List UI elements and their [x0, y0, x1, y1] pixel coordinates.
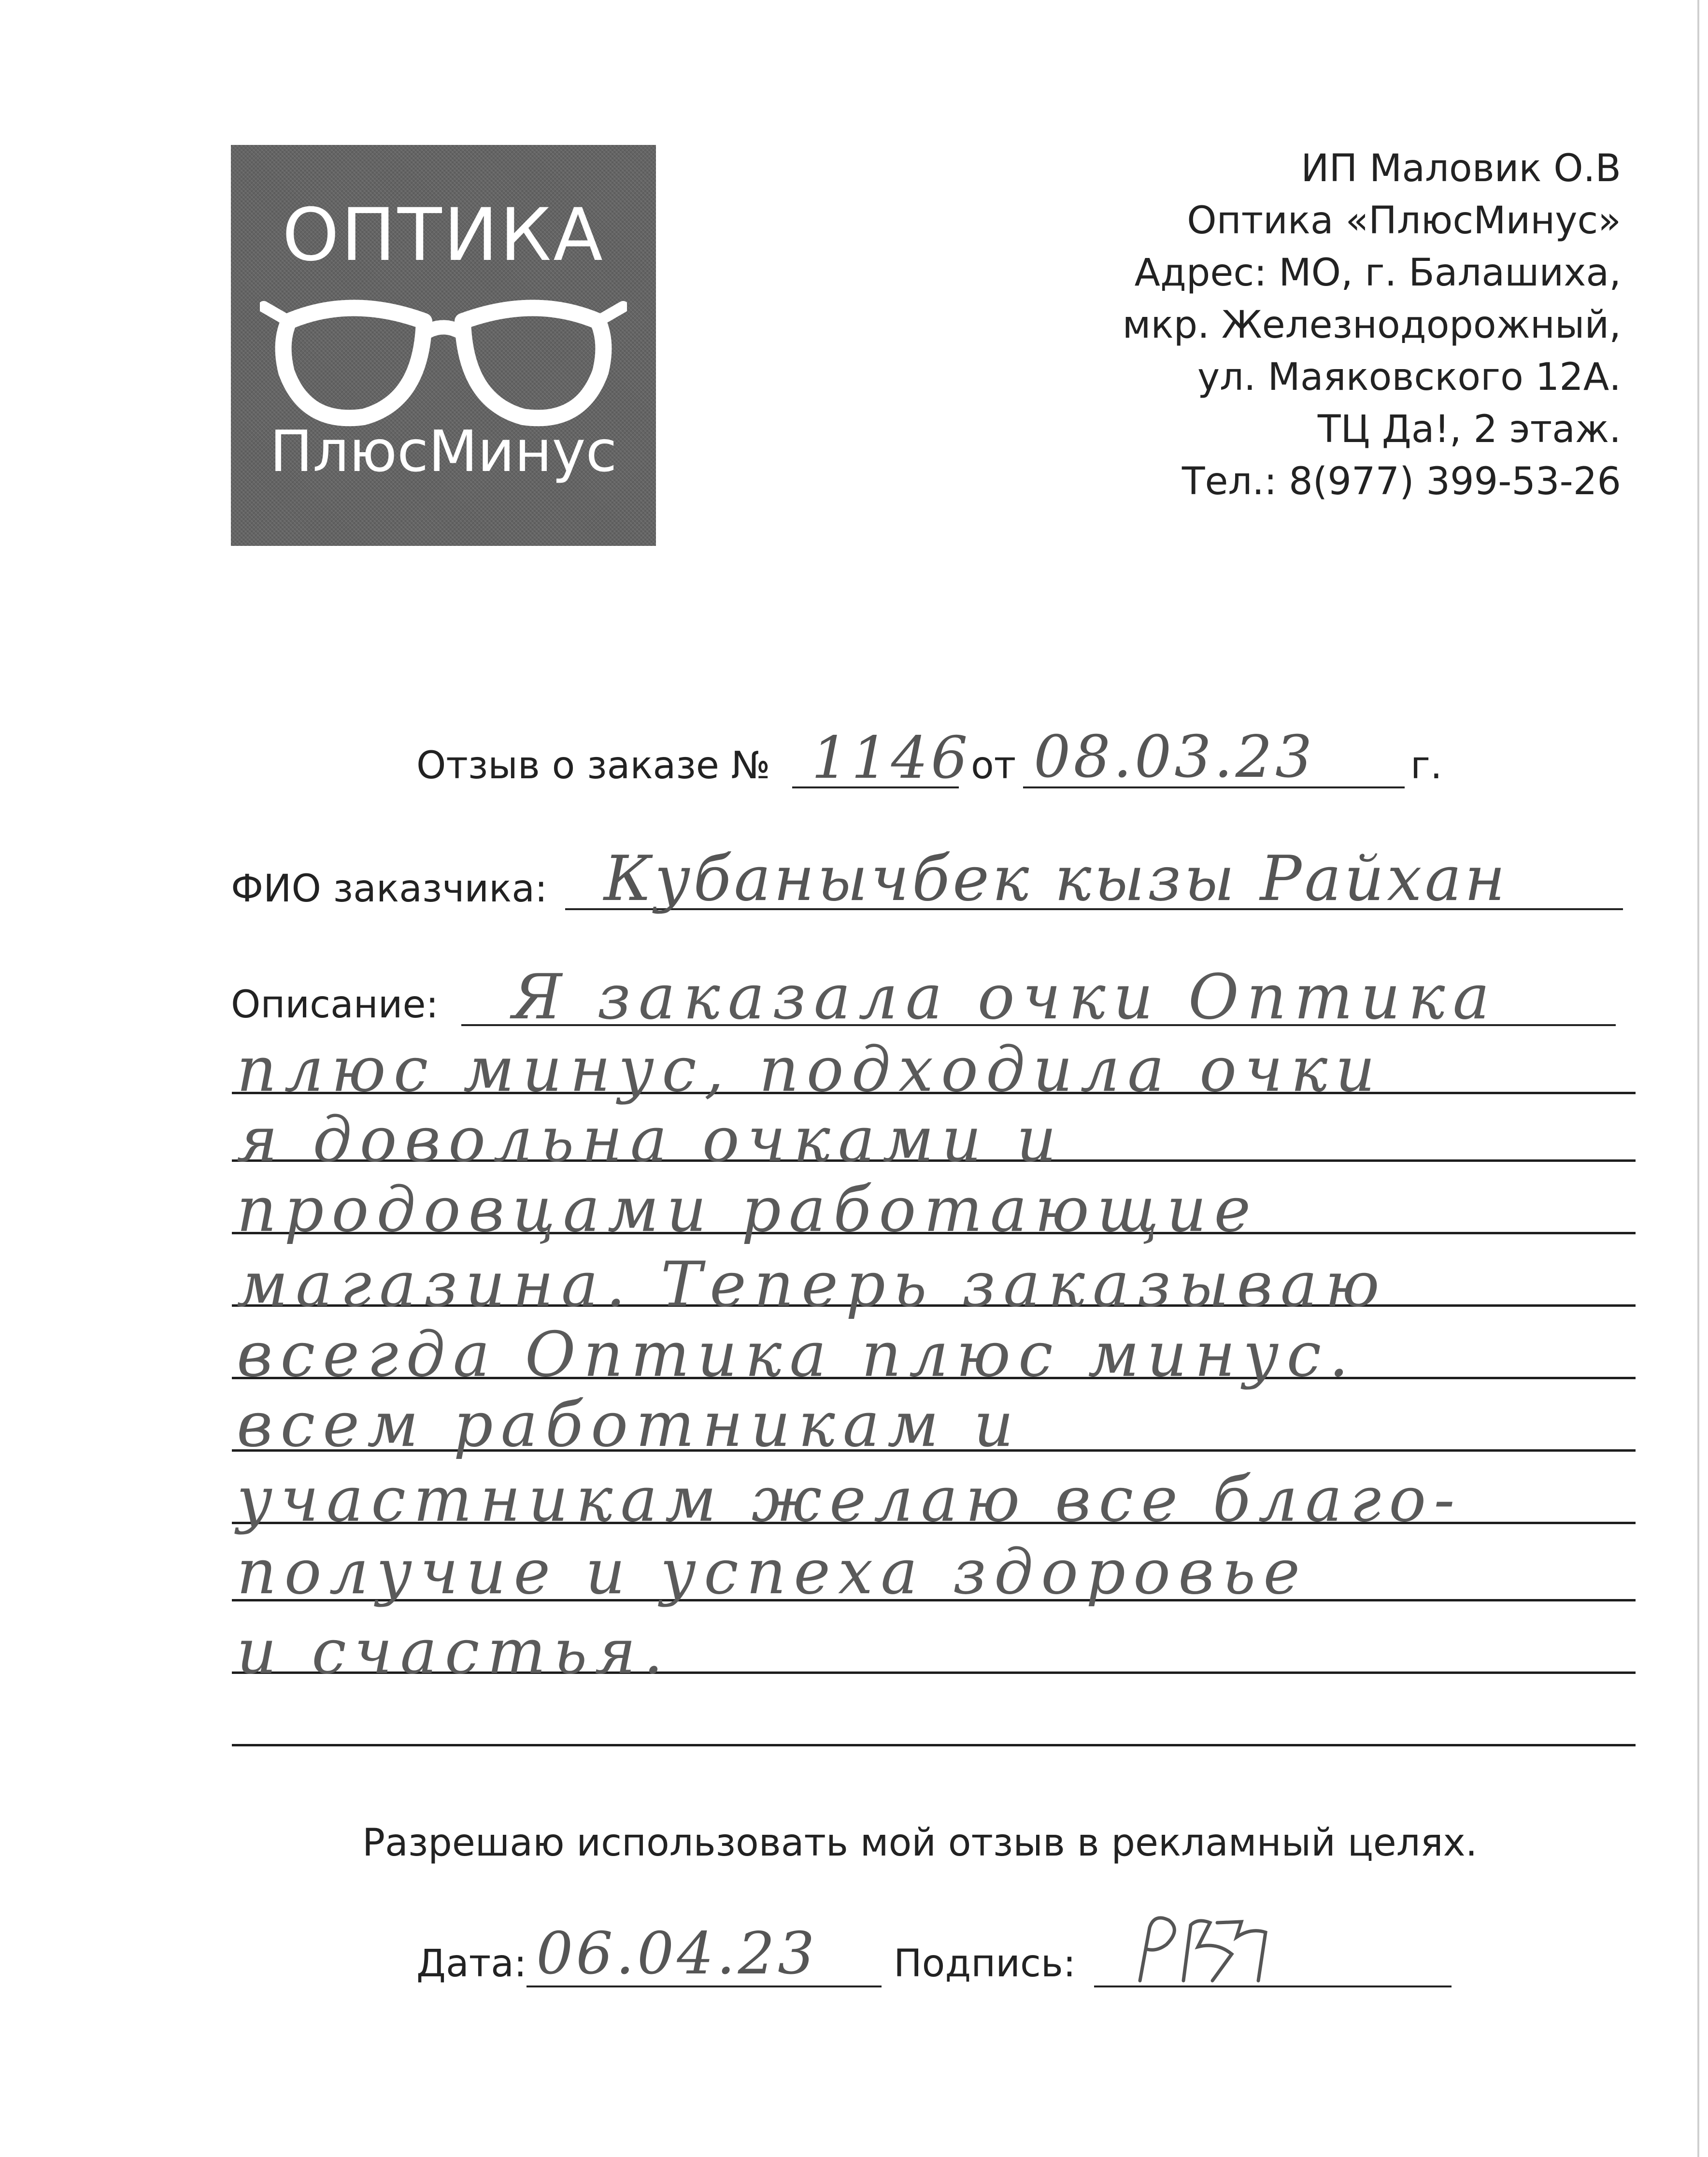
description-handwritten-line: Я заказала очки Оптика	[512, 961, 1497, 1033]
logo-subtitle: ПлюсМинус	[270, 418, 617, 485]
order-label: Отзыв о заказе №	[416, 744, 770, 787]
address-line: Оптика «ПлюсМинус»	[1187, 199, 1621, 243]
description-label: Описание:	[231, 983, 439, 1027]
description-handwritten-line: я довольна очками и	[237, 1104, 1064, 1176]
address-line: ТЦ Да!, 2 этаж.	[1317, 408, 1621, 451]
date-handwritten: 06.04.23	[536, 1920, 818, 1987]
description-handwritten-line: и счастья.	[237, 1616, 671, 1688]
from-label: от	[971, 744, 1016, 787]
company-address	[1123, 143, 1621, 508]
description-handwritten-line: всегда Оптика плюс минус.	[237, 1319, 1356, 1391]
page-edge	[1697, 0, 1699, 2157]
ruled-line	[232, 1744, 1636, 1746]
consent-text: Разрешаю использовать мой отзыв в рекламный целях.	[362, 1821, 1478, 1865]
address-line: ИП Маловик О.В	[1301, 147, 1621, 190]
signature-label: Подпись:	[894, 1942, 1076, 1986]
order-number-handwritten: 1146	[811, 725, 971, 792]
address-line: Тел.: 8(977) 399-53-26	[1181, 460, 1621, 503]
address-line: ул. Маяковского 12А.	[1197, 356, 1621, 399]
description-handwritten-line: всем работникам и	[237, 1389, 1022, 1461]
customer-label: ФИО заказчика:	[231, 867, 548, 911]
description-handwritten-line: участникам желаю все благо-	[237, 1464, 1463, 1536]
description-handwritten-line: продовцами работающие	[237, 1174, 1259, 1246]
date-label: Дата:	[416, 1942, 527, 1986]
optika-logo	[231, 145, 656, 546]
handwritten-signature	[1121, 1908, 1304, 1990]
description-handwritten-line: получие и успеха здоровье	[237, 1536, 1308, 1608]
order-date-handwritten: 08.03.23	[1034, 724, 1315, 791]
glasses-icon	[260, 287, 627, 432]
logo-title: ОПТИКА	[282, 193, 605, 277]
address-line: мкр. Железнодорожный,	[1122, 303, 1621, 347]
description-handwritten-line: магазина. Теперь заказываю	[237, 1249, 1387, 1321]
description-handwritten-line: плюс минус, подходила очки	[237, 1034, 1383, 1106]
year-suffix: г.	[1410, 744, 1442, 787]
customer-name-handwritten: Кубанычбек кызы Райхан	[604, 843, 1509, 915]
address-line: Адрес: МО, г. Балашиха,	[1134, 251, 1621, 295]
